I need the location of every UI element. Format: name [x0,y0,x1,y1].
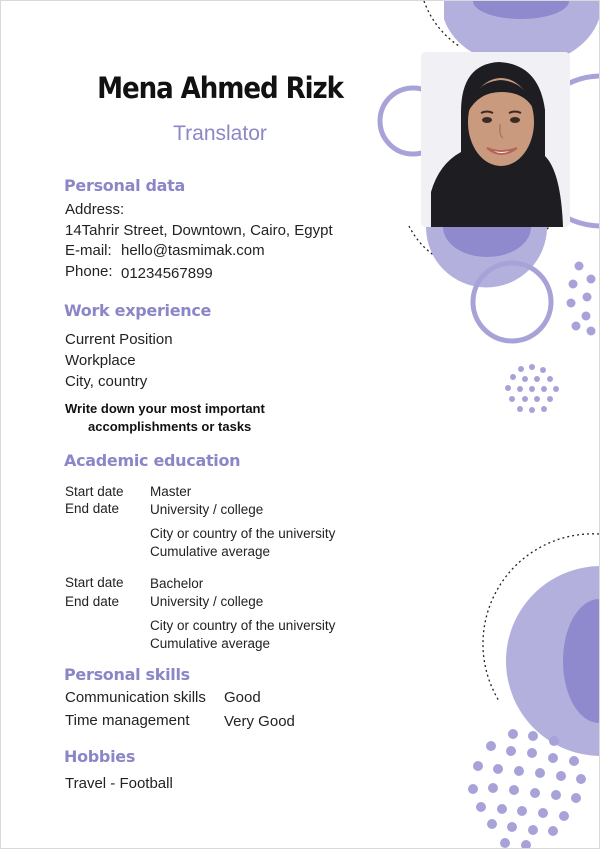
edu-average: Cumulative average [150,544,271,559]
skill-name: Time management [65,712,190,729]
academic-education-heading: Academic education [64,451,241,470]
phone-value: 01234567899 [121,265,213,282]
edu-start-label: Start date [65,575,124,590]
work-position: Current Position [65,331,173,348]
edu-degree: Bachelor [150,576,204,591]
edu-university: University / college [150,594,264,609]
hobbies-heading: Hobbies [64,747,136,766]
work-location: City, country [65,373,148,390]
address-value: 14Tahrir Street, Downtown, Cairo, Egypt [65,222,333,239]
edu-end-label: End date [65,501,120,516]
personal-data-heading: Personal data [64,176,186,195]
work-note-line2: accomplishments or tasks [88,419,252,434]
work-experience-heading: Work experience [64,301,212,320]
edu-end-label: End date [65,594,120,609]
skill-level: Very Good [224,713,295,730]
edu-university: University / college [150,502,264,517]
hobbies-text: Travel - Football [65,775,173,792]
portrait-illustration [421,52,570,227]
email-label: E-mail: [65,242,112,259]
address-label: Address: [65,201,125,218]
personal-skills-heading: Personal skills [64,665,190,684]
edu-average: Cumulative average [150,636,271,651]
work-workplace: Workplace [65,352,136,369]
job-title: Translator [173,122,267,145]
dot-cluster-right [567,262,596,336]
edu-location: City or country of the university [150,526,336,541]
work-note-line1: Write down your most important [65,401,265,416]
skill-name: Communication skills [65,689,206,706]
edu-start-label: Start date [65,484,124,499]
candidate-name: Mena Ahmed Rizk [97,71,343,105]
edu-location: City or country of the university [150,618,336,633]
phone-label: Phone: [65,263,113,280]
skill-level: Good [224,689,261,706]
email-value: hello@tasmimak.com [121,242,265,259]
profile-photo [421,52,570,227]
dot-circle [505,364,559,413]
edu-degree: Master [150,484,192,499]
